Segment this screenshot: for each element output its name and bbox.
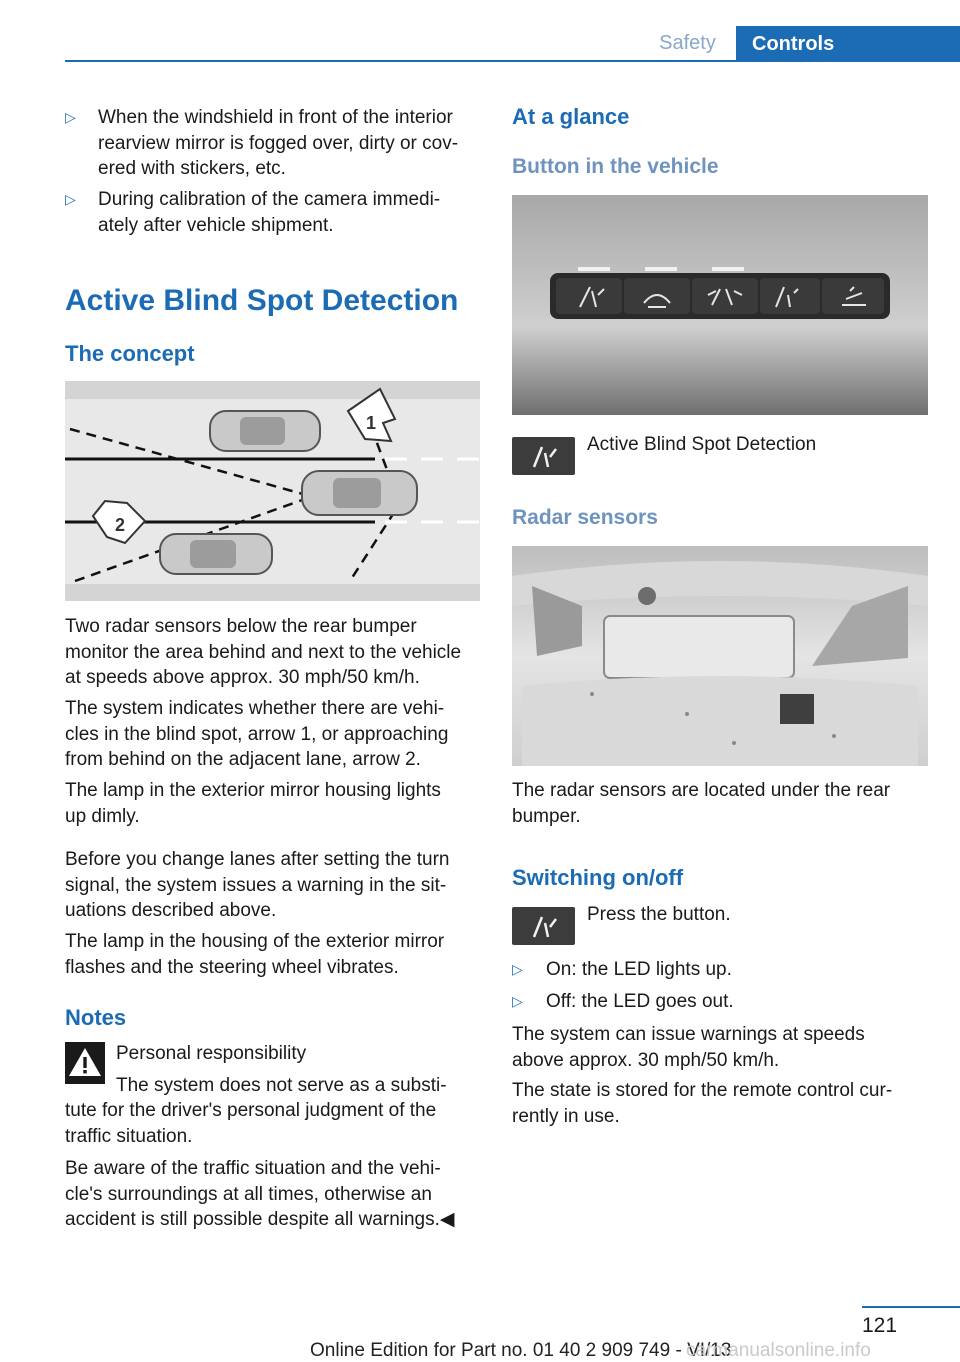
paragraph-lamp-dim: The lamp in the exterior mirror housing lights up dimly. [65, 780, 441, 827]
paragraph-radar-intro: Two radar sensors below the rear bumper monitor the area behind and next to the vehicle at speeds above approx. 30 mph/50 km/h. [65, 616, 462, 688]
header-rule [65, 60, 960, 62]
notes-heading: Notes [65, 1005, 127, 1030]
warning-icon [65, 1042, 105, 1084]
bullet-marker-icon: ▷ [512, 993, 523, 1009]
press-button-text: Press the button. [587, 904, 731, 925]
warning-line-1: The system does not serve as a substi‐ [116, 1075, 447, 1096]
button-caption: Active Blind Spot Detection [587, 434, 817, 455]
button-panel-photo [512, 195, 928, 415]
off-state-text: Off: the LED goes out. [546, 991, 734, 1012]
footer-rule [862, 1306, 960, 1308]
glance-heading: At a glance [512, 104, 630, 129]
concept-heading: The concept [65, 341, 195, 366]
blind-spot-button-icon [512, 437, 575, 475]
bullet-marker-icon: ▷ [65, 191, 76, 207]
paragraph-indication: The system indicates whether there are vehi‐ cles in the blind spot, arrow 1, or approaching from behind on the adjacent lane, arrow 2. [65, 698, 449, 770]
bullet-marker-icon: ▷ [512, 961, 523, 977]
blind-spot-button-icon [512, 907, 575, 945]
on-state-text: On: the LED lights up. [546, 959, 732, 980]
bullet-item-windshield: When the windshield in front of the interior rearview mirror is fogged over, dirty or cov‐ ered with stickers, etc. [98, 107, 459, 179]
button-heading: Button in the vehicle [512, 155, 719, 178]
arrow-1-label: 1 [366, 413, 377, 433]
page-number: 121 [862, 1314, 898, 1337]
radar-location-text: The radar sensors are located under the rear bumper. [512, 780, 891, 827]
concept-figure [65, 381, 480, 601]
paragraph-state-stored: The state is stored for the remote control cur‐ rently in use. [512, 1080, 893, 1127]
header-chapter: Controls [736, 26, 960, 62]
rear-bumper-photo [512, 546, 928, 766]
paragraph-awareness: Be aware of the traffic situation and the vehi‐ cle's surroundings at all times, otherwise an accident is still possible despite all warnings.◀ [65, 1158, 455, 1230]
warning-body-rest: tute for the driver's personal judgment of the traffic situation. [65, 1100, 437, 1147]
header-section: Safety [659, 32, 716, 54]
bullet-marker-icon: ▷ [65, 109, 76, 125]
bullet-item-calibration: During calibration of the camera immedi‐ ately after vehicle shipment. [98, 189, 441, 236]
blind-spot-diagram [65, 381, 480, 601]
switch-heading: Switching on/off [512, 865, 684, 890]
radar-heading: Radar sensors [512, 506, 658, 529]
paragraph-lane-change: Before you change lanes after setting the turn signal, the system issues a warning in the sit‐ uations described above. [65, 849, 450, 921]
edition-footer: Online Edition for Part no. 01 40 2 909 749 - VI/13 [310, 1340, 732, 1361]
watermark: carmanualsonline.info [686, 1340, 871, 1361]
warning-title: Personal responsibility [116, 1043, 307, 1064]
section-title: Active Blind Spot Detection [65, 284, 459, 317]
paragraph-warn-speed: The system can issue warnings at speeds above approx. 30 mph/50 km/h. [512, 1024, 865, 1071]
paragraph-lamp-flash: The lamp in the housing of the exterior mirror flashes and the steering wheel vibrates. [65, 931, 445, 978]
arrow-2-label: 2 [115, 515, 126, 535]
